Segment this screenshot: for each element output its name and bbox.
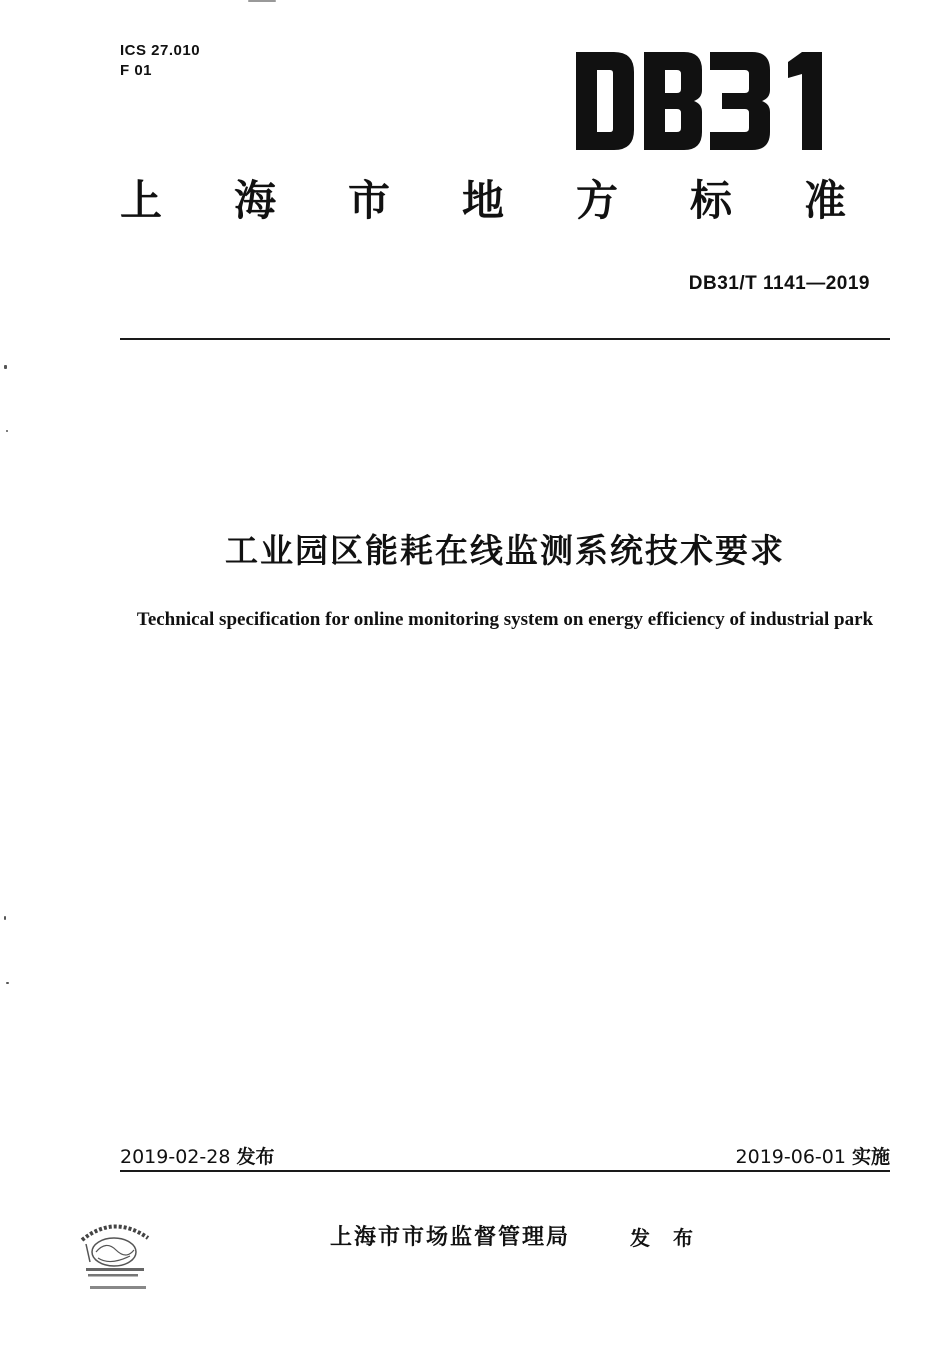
seal-stamp-icon bbox=[68, 1210, 160, 1296]
db31-logo bbox=[576, 52, 840, 150]
issue-date-label: 发布 bbox=[236, 1146, 275, 1168]
ics-code: ICS 27.010 bbox=[120, 42, 201, 59]
classification-code: F 01 bbox=[120, 62, 153, 79]
implementation-date-value: 2019-06-01 bbox=[735, 1146, 846, 1168]
scan-speck bbox=[248, 0, 276, 2]
document-title-en: Technical specification for online monitoring system on energy efficiency of industrial park bbox=[136, 609, 874, 630]
implementation-date bbox=[736, 1142, 890, 1169]
scan-speck bbox=[4, 916, 6, 920]
scan-speck bbox=[6, 982, 9, 984]
header-divider bbox=[120, 338, 890, 340]
issue-date bbox=[120, 1142, 274, 1169]
publisher-name: 上海市市场监督管理局 bbox=[330, 1225, 571, 1250]
standard-type-title: 上海市地方标准 bbox=[120, 176, 919, 225]
issue-date-value: 2019-02-28 bbox=[120, 1146, 231, 1168]
publish-label: 发 布 bbox=[630, 1226, 701, 1250]
standard-number: DB31/T 1141—2019 bbox=[688, 273, 870, 294]
scan-speck bbox=[6, 430, 8, 432]
document-title-cn: 工业园区能耗在线监测系统技术要求 bbox=[225, 531, 785, 570]
scan-speck bbox=[4, 365, 7, 369]
footer-divider bbox=[120, 1170, 890, 1172]
implementation-date-label: 实施 bbox=[851, 1146, 890, 1168]
